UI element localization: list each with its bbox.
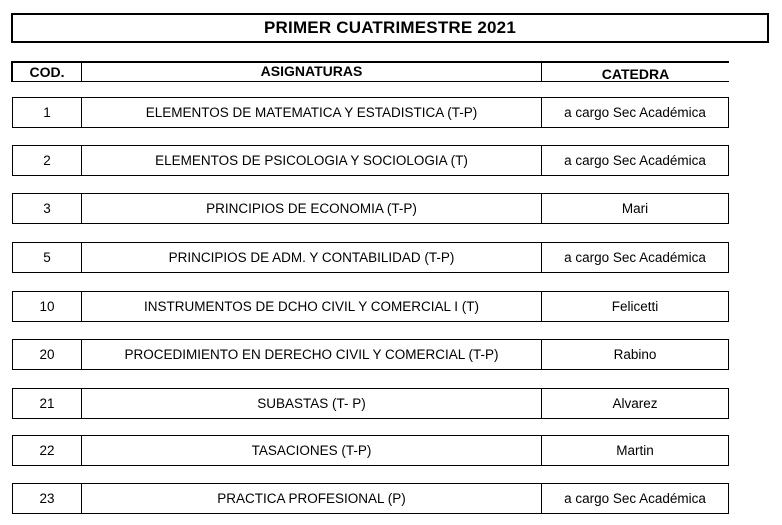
table-row — [12, 193, 729, 224]
table-row — [12, 145, 729, 176]
row-cod: 2 — [13, 146, 82, 175]
header-catedra: CATEDRA — [601, 66, 670, 82]
table-row — [12, 483, 729, 514]
table-row — [12, 339, 729, 370]
page-title: PRIMER CUATRIMESTRE 2021 — [11, 13, 769, 43]
row-asignatura: PRINCIPIOS DE ECONOMIA (T-P) — [82, 194, 542, 223]
row-cod: 23 — [13, 484, 82, 513]
table-header — [11, 61, 729, 82]
row-catedra: Felicetti — [611, 299, 659, 314]
row-asignatura: TASACIONES (T-P) — [82, 436, 542, 465]
header-asignaturas: ASIGNATURAS — [82, 63, 542, 81]
row-asignatura: PROCEDIMIENTO EN DERECHO CIVIL Y COMERCIAL (T-P) — [82, 340, 542, 369]
row-asignatura: PRINCIPIOS DE ADM. Y CONTABILIDAD (T-P) — [82, 243, 542, 272]
row-catedra: a cargo Sec Académica — [564, 250, 706, 265]
row-cod: 10 — [13, 292, 82, 321]
row-asignatura: ELEMENTOS DE PSICOLOGIA Y SOCIOLOGIA (T) — [82, 146, 542, 175]
row-asignatura: SUBASTAS (T- P) — [82, 389, 542, 418]
row-asignatura: ELEMENTOS DE MATEMATICA Y ESTADISTICA (T-P) — [82, 98, 542, 127]
row-catedra: a cargo Sec Académica — [564, 491, 706, 506]
row-cod: 21 — [13, 389, 82, 418]
table-row — [12, 435, 729, 466]
table-row — [12, 291, 729, 322]
row-catedra: a cargo Sec Académica — [564, 105, 706, 120]
header-cod: COD. — [13, 63, 82, 81]
row-catedra: Alvarez — [612, 396, 658, 411]
row-asignatura: INSTRUMENTOS DE DCHO CIVIL Y COMERCIAL I (T) — [82, 292, 542, 321]
row-cod: 1 — [13, 98, 82, 127]
row-catedra: Martin — [616, 443, 654, 458]
table-row — [12, 242, 729, 273]
row-catedra: Mari — [621, 201, 649, 216]
row-catedra: Rabino — [613, 347, 657, 362]
table-row — [12, 388, 729, 419]
row-cod: 3 — [13, 194, 82, 223]
row-asignatura: PRACTICA PROFESIONAL (P) — [82, 484, 542, 513]
row-catedra: a cargo Sec Académica — [564, 153, 706, 168]
row-cod: 5 — [13, 243, 82, 272]
row-cod: 20 — [13, 340, 82, 369]
table-row — [12, 97, 729, 128]
row-cod: 22 — [13, 436, 82, 465]
